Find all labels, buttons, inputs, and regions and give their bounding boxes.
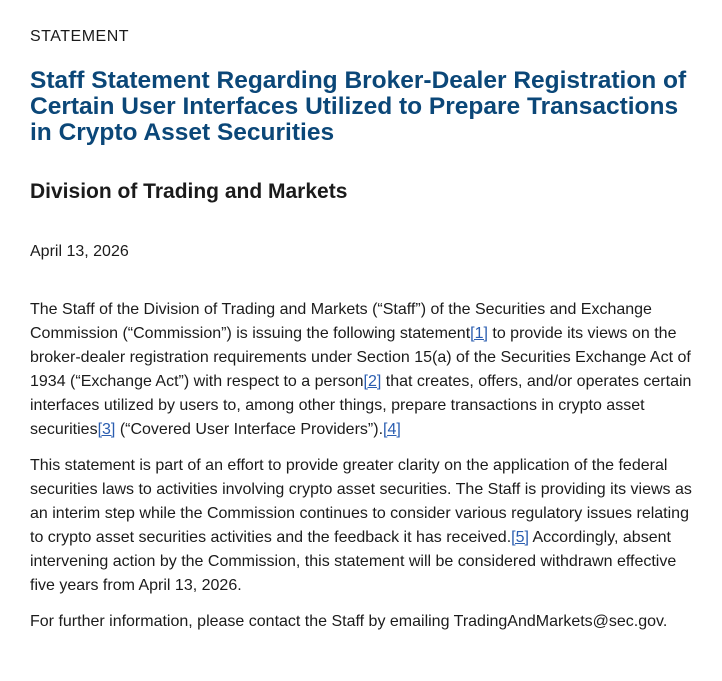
paragraph-1 [30, 298, 694, 442]
footnote-link-4[interactable]: [4] [383, 421, 401, 438]
paragraph-2 [30, 454, 694, 598]
paragraph-text: (“Covered User Interface Providers”). [115, 421, 384, 438]
statement-body [30, 298, 694, 646]
division-heading: Division of Trading and Markets [30, 180, 348, 203]
footnote-link-1[interactable]: [1] [470, 325, 488, 342]
paragraph-text: This statement is part of an effort to provide greater clarity on the application of the federal securities laws to activities involving crypto asset securities. The Staff is providing its views as an interim step while the Commission continues to consider various regulatory issues relating to crypto asset securities activities and the feedback it has received. [30, 457, 692, 546]
paragraph-3 [30, 610, 694, 634]
paragraph-text: Accordingly, absent intervening action by the Commission, this statement will be considered withdrawn effective five years from April 13, 2026. [30, 529, 677, 594]
footnote-link-5[interactable]: [5] [511, 529, 529, 546]
footnote-link-3[interactable]: [3] [97, 421, 116, 438]
paragraph-text: that creates, offers, and/or operates certain interfaces utilized by users to, among other things, prepare transactions in crypto asset securities [30, 373, 692, 438]
page-title: Staff Statement Regarding Broker-Dealer Registration of Certain User Interfaces Utilized to Prepare Transactions in Crypto Asset Securities [30, 67, 687, 146]
publication-date: April 13, 2026 [30, 243, 129, 260]
footnote-link-2[interactable]: [2] [363, 373, 382, 390]
paragraph-text: to provide its views on the broker-dealer registration requirements under Section 15(a) of the Securities Exchange Act of 1934 (“Exchange Act”) with respect to a person [30, 325, 691, 390]
content-type-label: STATEMENT [30, 28, 130, 45]
paragraph-text: The Staff of the Division of Trading and Markets (“Staff”) of the Securities and Exchange Commission (“Commission”) is issuing the following statement [30, 301, 652, 342]
contact-text: For further information, please contact the Staff by emailing TradingAndMarkets@sec.gov. [30, 613, 668, 630]
